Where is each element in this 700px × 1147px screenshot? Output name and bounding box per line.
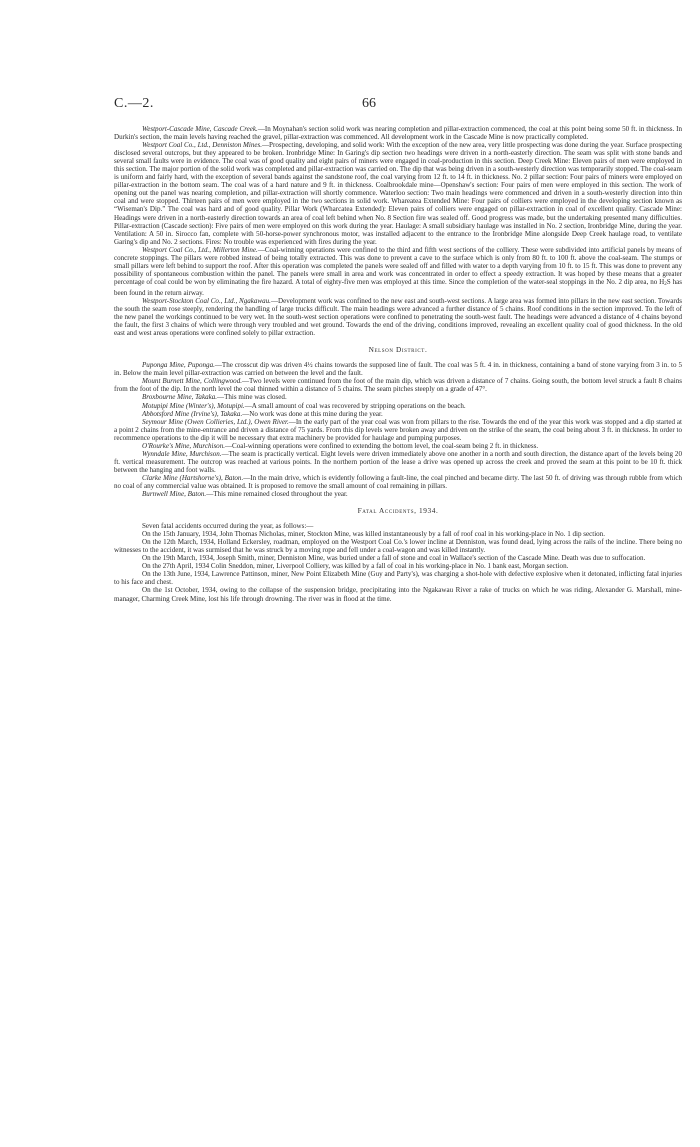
- paragraph-text: —The crosscut dip was driven 4½ chains towards the supposed line of fault. The coal was 5 ft. 4 in. in thickness, containing a band of stone varying from 3 in. to 5 in. Below the main level pillar-extraction was carried on between the level and the fault.: [114, 361, 683, 378]
- paragraph-text: —In Moynahan's section solid work was nearing completion and pillar-extraction commenced, the coal at this point being some 50 ft. in thickness. In Durkin's section, the main levels having reached the gravel, pillar-extraction was commenced. All development work in the Cascade Mine is now practically completed.: [114, 125, 682, 142]
- paragraph-denniston: [114, 141, 682, 246]
- paragraph-puponga: [114, 361, 682, 377]
- paragraph-millerton: [114, 246, 682, 297]
- paragraph-title: Clarke Mine (Hartshorne's), Baton.: [142, 473, 244, 482]
- paragraph-seymour: [114, 418, 682, 442]
- paragraph-text: —No work was done at this mine during the year.: [242, 409, 383, 418]
- accident-entry: On the 13th June, 1934, Lawrence Pattinson, miner, New Point Elizabeth Mine (Guy and Party's), was charging a shot-hole with defective explosive when it detonated, inflicting fatal injuries to his face and chest.: [114, 570, 682, 587]
- paragraph-burnwell: [114, 490, 682, 498]
- paragraph-title: Westport Coal Co., Ltd., Millerton Mine.: [142, 245, 258, 254]
- paragraph-title: Westport-Stockton Coal Co., Ltd., Ngakawau.: [142, 296, 271, 305]
- paragraph-title: O'Rourke's Mine, Murchison.: [142, 441, 225, 450]
- paragraph-title: Westport-Cascade Mine, Cascade Creek.: [142, 125, 258, 133]
- accidents-intro: Seven fatal accidents occurred during the year, as follows:—: [142, 522, 314, 531]
- paragraph-text: —Coal-winning operations were confined to extending the bottom level, the coal-seam being 2 ft. in thickness.: [225, 441, 539, 450]
- document-reference: C.—2.: [114, 96, 154, 111]
- paragraph-broxbourne: [114, 393, 682, 401]
- paragraph-text: —Prospecting, developing, and solid work: With the exception of the new area, very little prospecting was done during the year. Surface prospecting disclosed several outcrops, but they appeared to be broken. Ironbridge Mine: In Garing's dip section two headings were driven in a north-easterly direction. The seam was split with stone bands and several small faults were in evidence. The coal was of good quality and eight pairs of miners were engaged in coal-production in this section. Deep Creek Mine: Eleven pairs of men were employed in this section. The major portion of the solid work was completed and pillar-extraction was carried on. The dip that was being driven in a south-westerly direction was temporarily stopped. The coal-seam is uniform and fairly hard, with the exception of several bands against the sandstone roof, the coal varying from 12 ft. to 14 ft. in thickness. No. 2 pillar section: Four pairs of miners were employed on pillar-extraction in the bottom seam. The coal was of a hard nature and 9 ft. in thickness. Coalbrookdale mine—Openshaw's section: Four pairs of men were employed in this section. The work of opening out the panel was nearing completion, and pillar-extraction will shortly commence. Waterloo section: Two main headings were commenced and driven in a south-westerly direction into thin coal and were stopped. Thirteen pairs of men were employed in the two sections in solid work. Whareatea Extended Mine: Four pairs of colliers were employed in the developing section known as “Wiseman's Dip.” The coal was hard and of good quality. Pillar Work (Wharcatea Extended): Eleven pairs of colliers were engaged on pillar-extraction in coal of excellent quality. Cascade Mine: Headings were driven in a north-easterly direction towards an area of coal left behind when No. 8 Section fire was sealed off. Good progress was made, but the undertaking presented many difficulties. Pillar-extraction (Cascade section): Five pairs of men were employed on this work during the year. Haulage: A small subsidiary haulage was installed in No. 2 section, Ironbridge Mine, during the year. Ventilation: A 50 in. Sirocco fan, complete with 50-horse-power synchronous motor, was installed adjacent to the entrance to the Ironbridge Mine alongside Deep Creek haulage road, to ventilate Garing's dip and No. 2 sections. Fires: No trouble was experienced with fires during the year.: [114, 141, 682, 246]
- nelson-district-heading: Nelson District.: [368, 345, 428, 355]
- accident-entry: On the 12th March, 1934, Holland Eckersley, roadman, employed on the Westport Coal Co.'s lower incline at Denniston, was found dead, lying across the rails of the incline. There being no witnesses to the accident, it was surmised that he was struck by a moving rope and fell under a coal-wagon and was killed instantly.: [114, 538, 682, 555]
- accident-entry: On the 27th April, 1934 Colin Sneddon, miner, Liverpool Colliery, was killed by a fall of coal in his working-place in No. 1 bank east, Morgan section.: [142, 562, 569, 571]
- paragraph-text: —In the early part of the year coal was won from pillars to the rise. Towards the end of the year this work was stopped and a dip started at a point 2 chains from the mine-entrance and driven a distance of 75 yards. From this dip levels were broken away and driven on the strike of the seam, the coal being about 3 ft. in thickness. In order to recommence operations to the dip it will be necessary that extra machinery be provided for haulage and pumping purposes.: [114, 417, 682, 442]
- paragraph-title: Burnwell Mine, Baton.: [142, 490, 207, 499]
- accident-entry: On the 15th January, 1934, John Thomas Nicholas, miner, Stockton Mine, was killed instantaneously by a fall of roof coal in his working-place in No. 1 dip section.: [142, 530, 605, 539]
- paragraph-text: —In the main drive, which is evidently following a fault-line, the coal pinched and became dirty. The last 50 ft. of driving was through rubble from which no coal of any commercial value was obtained. It is proposed to remove the small amount of coal remaining in pillars.: [114, 473, 682, 490]
- page-number: 66: [362, 96, 376, 111]
- paragraph-wynndale: [114, 450, 682, 474]
- accident-entry: On the 19th March, 1934, Joseph Smith, miner, Denniston Mine, was buried under a fall of stone and coal in Wallace's section of the Cascade Mine. Death was due to suffocation.: [142, 554, 646, 563]
- paragraph-title: Westport Coal Co., Ltd., Denniston Mines.: [142, 141, 262, 150]
- paragraph-westport-cascade: [114, 125, 682, 141]
- paragraph-text: —The seam is practically vertical. Eight levels were driven immediately above one another in a north and south direction, the distance apart of the levels being 20 ft. vertical measurement. The outcrop was reached at various points. In the northern portion of the lease a drive was opened up across the creek and proved the seam at this point to be 10 ft. thick between the hanging and foot walls.: [114, 449, 682, 474]
- accident-entry: On the 1st October, 1934, owing to the collapse of the suspension bridge, precipitating into the Ngakawau River a rake of trucks on which he was riding, Alexander G. Marshall, mine-manager, Charming Creek Mine, lost his life through drowning. The river was in flood at the time.: [114, 586, 682, 603]
- paragraph-mount-burnett: [114, 377, 682, 393]
- paragraph-text: —This mine was closed.: [217, 393, 287, 402]
- paragraph-clarke: [114, 474, 682, 490]
- paragraph-title: Seymour Mine (Owen Collieries, Ltd.), Owen River.: [142, 417, 289, 426]
- paragraph-orourkes: [114, 442, 682, 450]
- paragraph-text: —A small amount of coal was recovered by stripping operations on the beach.: [244, 401, 466, 410]
- fatal-accidents-heading: Fatal Accidents, 1934.: [357, 506, 439, 516]
- paragraph-title: Mount Burnett Mine, Collingwood.: [142, 377, 242, 386]
- paragraph-text-tail: S has been found in the return airway.: [114, 277, 682, 297]
- paragraph-text: —This mine remained closed throughout the year.: [206, 490, 348, 499]
- paragraph-text: —Development work was confined to the new east and south-west sections. A large area was formed into pillars in the new east section. Towards the south the seam rose steeply, rendering the handling of large trucks difficult. The main headings were advanced a further distance of 5 chains. Roof conditions in the section improved. To the left of the new panel the workings continued to be very wet. In the south-west section operations were confined to penetrating the south-west fault. The headings were advanced a distance of 4 chains beyond the fault, the first 3 chains of which were through very troubled and wet ground. Towards the end of the driving, conditions improved, revealing an excellent quality coal of good thickness. In the old east and west areas operations were confined solely to pillar extraction.: [114, 296, 683, 338]
- paragraph-title: Wynndale Mine, Murchison.: [142, 449, 222, 458]
- paragraph-motupipi: [114, 402, 682, 410]
- paragraph-title: Puponga Mine, Puponga.: [142, 361, 215, 370]
- paragraph-title: Broxbourne Mine, Takaka.: [142, 393, 218, 402]
- paragraph-abbotsford: [114, 410, 682, 418]
- paragraph-text: —Coal-winning operations were confined to the third and fifth west sections of the colliery. These were subdivided into artificial panels by means of concrete stoppings. The pillars were robbed instead of being totally extracted. This was done to prevent a cave to the surface which is only from 80 ft. to 100 ft. above the coal-seam. The stumps or small pillars were left behind to support the roof. After this operation was completed the panels were sealed off and filled with water to a depth varying from 10 ft. to 15 ft. This was done to prevent any possibility of spontaneous combustion within the panel. The panels were small in area and work was concentrated in order to effect a speedy extraction. It was hoped by these means that a greater percentage of coal could be won by eliminating the fire hazard. A total of eighty-five men was employed at this time. Since the completion of the water-seal stoppings in the No. 2 dip area, no H: [114, 245, 682, 286]
- paragraph-ngakawau: [114, 297, 682, 337]
- chemical-subscript: 2: [664, 281, 667, 287]
- document-body: [114, 125, 682, 603]
- paragraph-title: Motupipi Mine (Winter's), Motupipi.: [142, 401, 245, 410]
- paragraph-text: —Two levels were continued from the foot of the main dip, which was driven a distance of 7 chains. Going south, the bottom level struck a fault 8 chains from the foot of the dip. In the north level the coal thinned within a distance of 5 chains. The seam pitches steeply on a grade of 47°.: [114, 377, 682, 394]
- paragraph-title: Abbotsford Mine (Irvine's), Takaka.: [142, 409, 243, 418]
